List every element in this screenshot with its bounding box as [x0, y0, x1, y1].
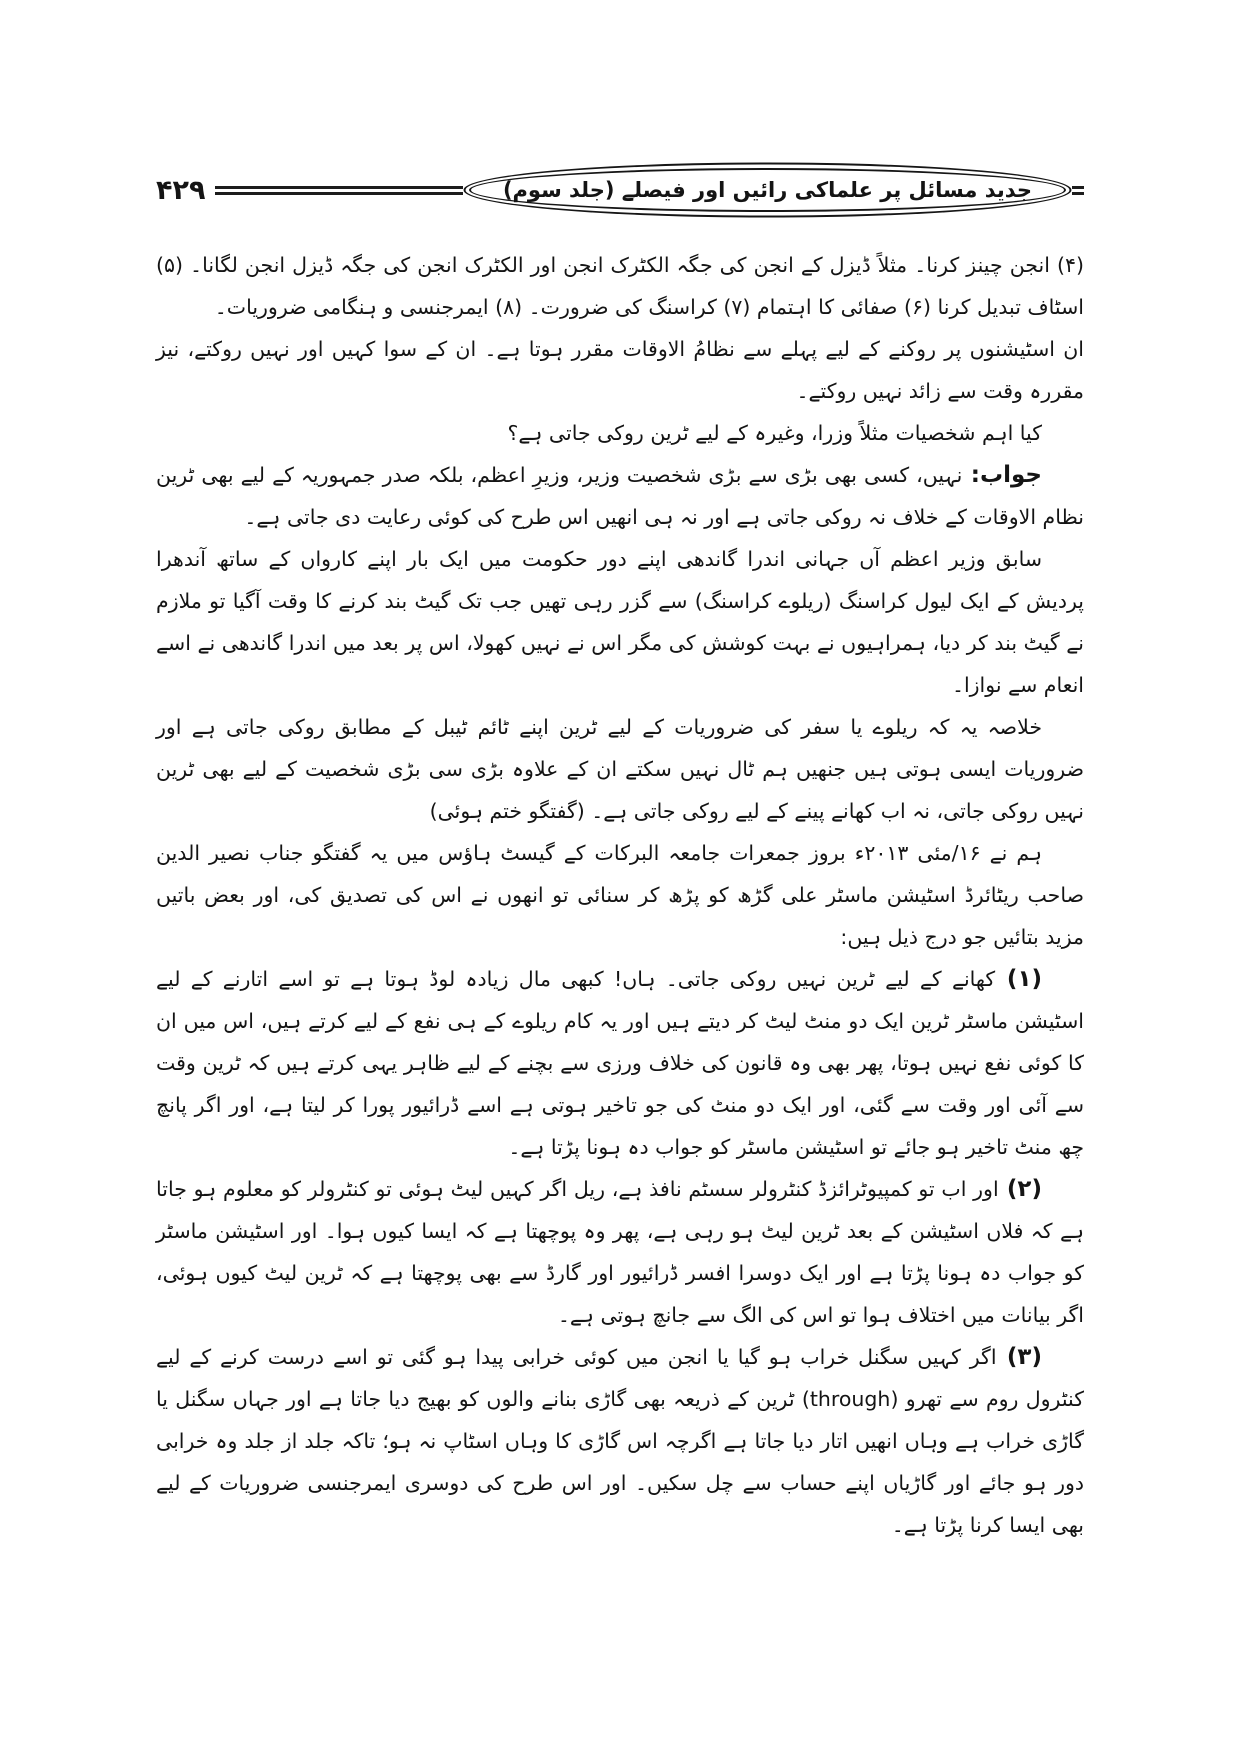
- paragraph: ان اسٹیشنوں پر روکنے کے لیے پہلے سے نظامُ الاوقات مقرر ہوتا ہے۔ ان کے سوا کہیں اور نہیں روکتے، نیز مقررہ وقت سے زائد نہیں روکتے۔: [156, 337, 1084, 403]
- paragraph: (۳) اگر کہیں سگنل خراب ہو گیا یا انجن میں کوئی خرابی پیدا ہو گئی تو اسے درست کرنے کے لیے کنٹرول روم سے تھرو (through) ٹرین کے ذریعہ بھی گاڑی بنانے والوں کو بھیج دیا جاتا ہے اور جہاں سگنل یا گاڑی خراب ہے وہاں انھیں اتار دیا جاتا ہے اگرچہ اس گاڑی کا وہاں اسٹاپ نہ ہو؛ تاکہ جلد از جلد وہ خرابی دور ہو جائے اور گاڑیاں اپنے حساب سے چل سکیں۔ اور اس طرح کی دوسری ایمرجنسی ضروریات کے لیے بھی ایسا کرنا پڑتا ہے۔: [156, 1344, 1084, 1537]
- page-body: [156, 244, 1084, 1546]
- header-title-cartouche: [469, 168, 1066, 212]
- paragraph: (۲) اور اب تو کمپیوٹرائزڈ کنٹرولر سسٹم نافذ ہے، ریل اگر کہیں لیٹ ہوئی تو کنٹرولر کو معلوم ہو جاتا ہے کہ فلاں اسٹیشن کے بعد ٹرین لیٹ ہو رہی ہے، پھر وہ پوچھتا ہے کہ ایسا کیوں ہوا۔ اور اسٹیشن ماسٹر کو جواب دہ ہونا پڑتا ہے اور ایک دوسرا افسر ڈرائیور اور گارڈ سے بھی پوچھتا ہے کہ ٹرین لیٹ کیوں ہوئی، اگر بیانات میں اختلاف ہوا تو اس کی الگ سے جانچ ہوتی ہے۔: [156, 1176, 1084, 1327]
- paragraph: (۴) انجن چینز کرنا۔ مثلاً ڈیزل کے انجن کی جگہ الکٹرک انجن اور الکٹرک انجن کی جگہ ڈیزل انجن لگانا۔ (۵) اسٹاف تبدیل کرنا (۶) صفائی کا اہتمام (۷) کراسنگ کی ضرورت۔ (۸) ایمرجنسی و ہنگامی ضروریات۔: [156, 253, 1084, 319]
- paragraph: کیا اہم شخصیات مثلاً وزرا، وغیرہ کے لیے ٹرین روکی جاتی ہے؟: [507, 421, 1042, 445]
- paragraph-lead: (۱): [995, 966, 1042, 992]
- paragraph-lead: (۳): [996, 1344, 1042, 1370]
- page-header: [156, 160, 1084, 220]
- paragraph: جواب: نہیں، کسی بھی بڑی سے بڑی شخصیت وزیر، وزیرِ اعظم، بلکہ صدر جمہوریہ کے لیے بھی ٹرین نظام الاوقات کے خلاف نہ روکی جاتی ہے اور نہ ہی انھیں اس طرح کی کوئی رعایت دی جاتی ہے۔: [156, 462, 1084, 529]
- paragraph: سابق وزیر اعظم آں جہانی اندرا گاندھی اپنے دور حکومت میں ایک بار اپنے کارواں کے ساتھ آندھرا پردیش کے ایک لیول کراسنگ (ریلوے کراسنگ) سے گزر رہی تھیں جب تک گیٹ بند کرنے کا وقت آگیا تو ملازم نے گیٹ بند کر دیا، ہمراہیوں نے بہت کوشش کی مگر اس نے نہیں کھولا، اس پر بعد میں اندرا گاندھی نے اسے انعام سے نوازا۔: [156, 547, 1084, 697]
- header-rule-right: [1072, 186, 1084, 195]
- paragraph: ہم نے ۱۶/مئی ۲۰۱۳ء بروز جمعرات جامعہ البرکات کے گیسٹ ہاؤس میں یہ گفتگو جناب نصیر الدین صاحب ریٹائرڈ اسٹیشن ماسٹر علی گڑھ کو پڑھ کر سنائی تو انھوں نے اس کی تصدیق کی، اور بعض باتیں مزید بتائیں جو درج ذیل ہیں:: [156, 841, 1084, 949]
- paragraph-lead: جواب:: [962, 462, 1042, 488]
- page-number: ۴۲۹: [156, 174, 206, 206]
- paragraph: خلاصہ یہ کہ ریلوے یا سفر کی ضروریات کے لیے ٹرین اپنے ٹائم ٹیبل کے مطابق روکی جاتی ہے اور ضروریات ایسی ہوتی ہیں جنھیں ہم ٹال نہیں سکتے ان کے علاوہ بڑی سی بڑی شخصیت کے لیے بھی ٹرین نہیں روکی جاتی، نہ اب کھانے پینے کے لیے روکی جاتی ہے۔ (گفتگو ختم ہوئی): [156, 715, 1084, 823]
- paragraph: (۱) کھانے کے لیے ٹرین نہیں روکی جاتی۔ ہاں! کبھی مال زیادہ لوڈ ہوتا ہے تو اسے اتارنے کے لیے اسٹیشن ماسٹر ٹرین ایک دو منٹ لیٹ کر دیتے ہیں اور یہ کام ریلوے کے ہی نفع کے لیے کرتے ہیں، اس میں ان کا کوئی نفع نہیں ہوتا، پھر بھی وہ قانون کی خلاف ورزی سے بچنے کے لیے ظاہر یہی کرتے ہیں کہ ٹرین وقت سے آئی اور وقت سے گئی، اور ایک دو منٹ کی جو تاخیر ہوتی ہے اسے ڈرائیور پورا کر لیتا ہے، اور اگر پانچ چھ منٹ تاخیر ہو جائے تو اسٹیشن ماسٹر کو جواب دہ ہونا پڑتا ہے۔: [156, 966, 1084, 1159]
- paragraph-lead: (۲): [998, 1176, 1042, 1202]
- header-rule-left: [215, 186, 462, 195]
- header-title: جدید مسائل پر علماکی رائیں اور فیصلے (جلد سوم): [502, 178, 1032, 202]
